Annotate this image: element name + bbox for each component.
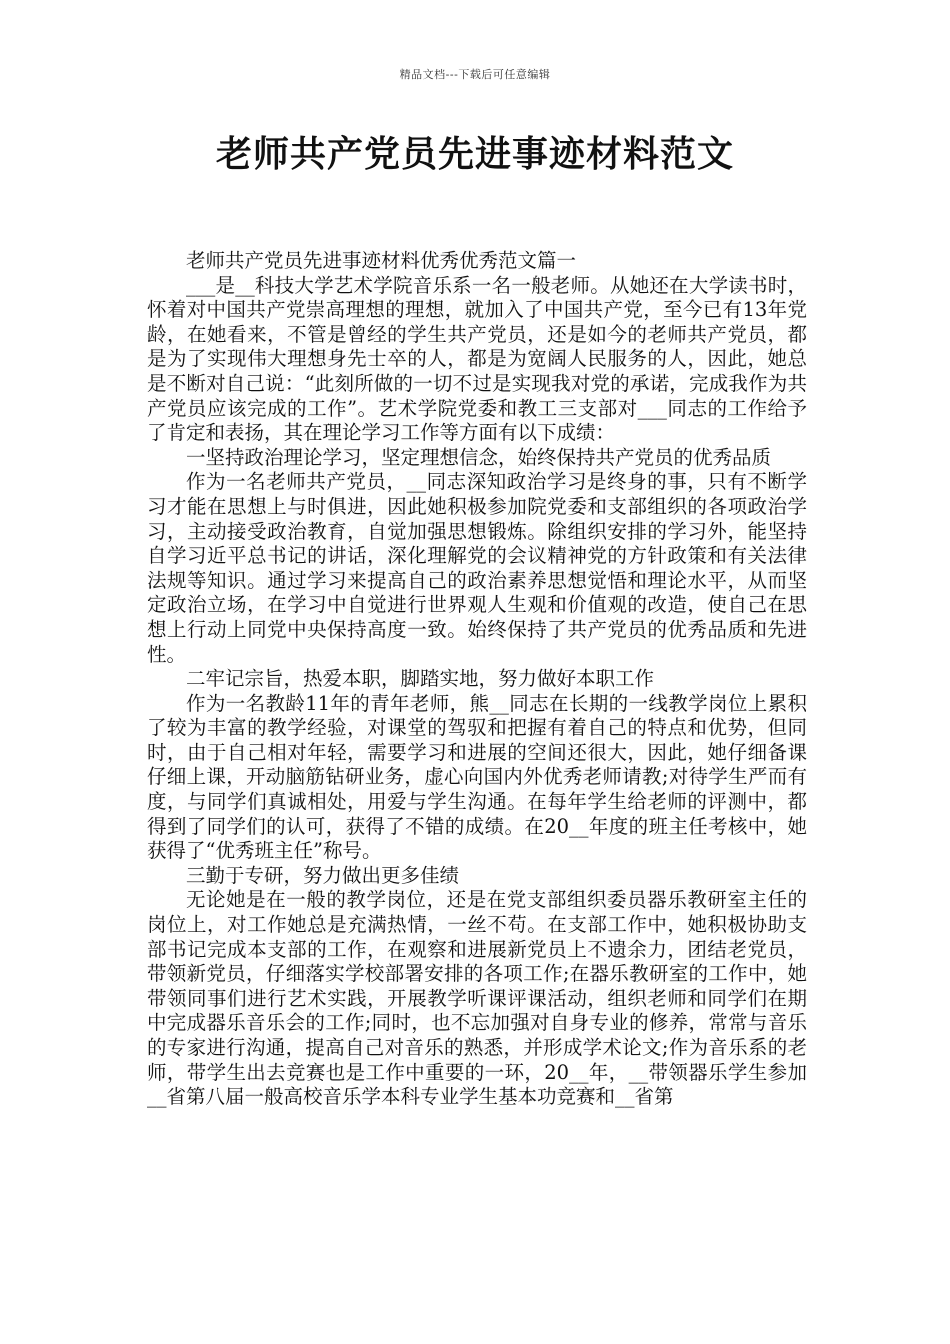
section-heading: 一坚持政治理论学习，坚定理想信念，始终保持共产党员的优秀品质 — [186, 445, 772, 469]
paragraph: 无论她是在一般的教学岗位，还是在党支部组织委员器乐教研室主任的岗位上，对工作她总是充满热情，一丝不苟。在支部工作中，她积极协助支部书记完成本支部的工作，在观察和进展新党员上不遗余力，团结老党员，带领新党员，仔细落实学校部署安排的各项工作;在器乐教研室的工作中，她带领同事们进行艺术实践，开展教学听课评课活动，组织老师和同学们在期中完成器乐音乐会的工作;同时，也不忘加强对自身专业的修养，常常与音乐的专家进行沟通，提高自己对音乐的熟悉，并形成学术论文;作为音乐系的老师，带学生出去竞赛也是工作中重要的一环，20__年，__带领器乐学生参加__省第八届一般高校音乐学本科专业学生基本功竞赛和__省第 — [147, 888, 807, 1109]
paragraph: 作为一名老师共产党员，__同志深知政治学习是终身的事，只有不断学习才能在思想上与时俱进，因此她积极参加院党委和支部组织的各项政治学习，主动接受政治教育，自觉加强思想锻炼。除组织安排的学习外，能坚持自学习近平总书记的讲话，深化理解党的会议精神党的方针政策和有关法律法规等知识。通过学习来提高自己的政治素养思想觉悟和理论水平，从而坚定政治立场，在学习中自觉进行世界观人生观和价值观的改造，使自己在思想上行动上同党中央保持高度一致。始终保持了共产党员的优秀品质和先进性。 — [147, 470, 807, 666]
paragraph: 作为一名教龄11年的青年老师，熊__同志在长期的一线教学岗位上累积了较为丰富的教学经验，对课堂的驾驭和把握有着自己的特点和优势，但同时，由于自己相对年轻，需要学习和进展的空间还很大，因此，她仔细备课仔细上课，开动脑筋钻研业务，虚心向国内外优秀老师请教;对待学生严而有度，与同学们真诚相处，用爱与学生沟通。在每年学生给老师的评测中，都得到了同学们的认可，获得了不错的成绩。在20__年度的班主任考核中，她获得了“优秀班主任”称号。 — [147, 691, 807, 863]
section-heading: 三勤于专研，努力做出更多佳绩 — [186, 863, 460, 887]
header-note: 精品文档---下载后可任意编辑 — [399, 68, 551, 81]
section-heading: 二牢记宗旨，热爱本职，脚踏实地，努力做好本职工作 — [186, 667, 655, 691]
document-body — [147, 249, 807, 1110]
document-title: 老师共产党员先进事迹材料范文 — [215, 134, 734, 175]
paragraph: ___是__科技大学艺术学院音乐系一名一般老师。从她还在大学读书时，怀着对中国共产党崇高理想的理想，就加入了中国共产党，至今已有13年党龄，在她看来，不管是曾经的学生共产党员，还是如今的老师共产党员，都是为了实现伟大理想身先士卒的人，都是为宽阔人民服务的人，因此，她总是不断对自己说：“此刻所做的一切不过是实现我对党的承诺，完成我作为共产党员应该完成的工作”。艺术学院党委和教工三支部对___同志的工作给予了肯定和表扬，其在理论学习工作等方面有以下成绩： — [147, 273, 807, 445]
section-heading: 老师共产党员先进事迹材料优秀优秀范文篇一 — [186, 249, 577, 272]
